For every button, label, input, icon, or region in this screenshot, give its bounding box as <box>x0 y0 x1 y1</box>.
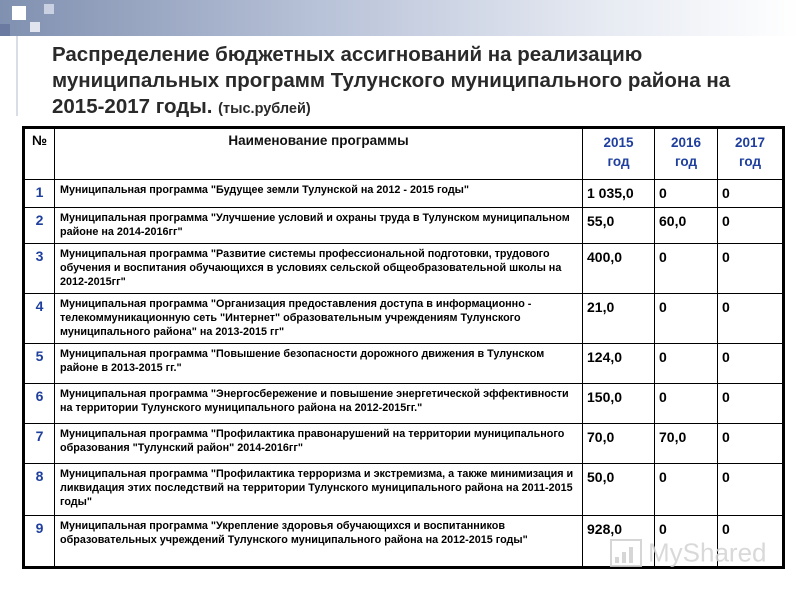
table-row <box>24 208 784 244</box>
row-number: 8 <box>24 464 55 516</box>
title-main: Распределение бюджетных ассигнований на реализацию муниципальных программ Тулунского муниципального района на 2015-2017 годы. <box>52 43 731 118</box>
row-program-name: Муниципальная программа "Развитие системы профессиональной подготовки, трудового обучения и воспитания обучающихся в условиях сельской общеобразовательной школы на 2012-2015гг" <box>55 244 583 294</box>
row-program-name: Муниципальная программа "Профилактика терроризма и экстремизма, а также минимизация и ликвидация этих последствий на территории Тулунского муниципального района на 2011-2015 годы" <box>55 464 583 516</box>
row-value-2017: 0 <box>718 344 784 384</box>
header-2017-year: 2017 <box>734 135 766 150</box>
row-value-2017: 0 <box>718 244 784 294</box>
row-program-name: Муниципальная программа "Улучшение условий и охраны труда в Тулунском муниципальном районе на 2014-2016гг" <box>55 208 583 244</box>
table-row <box>24 424 784 464</box>
row-value-2015: 928,0 <box>583 516 655 568</box>
row-value-2016: 0 <box>655 294 718 344</box>
row-number: 4 <box>24 294 55 344</box>
row-value-2017: 0 <box>718 180 784 208</box>
row-value-2015: 124,0 <box>583 344 655 384</box>
row-value-2016: 70,0 <box>655 424 718 464</box>
row-program-name: Муниципальная программа "Будущее земли Тулунской на 2012 - 2015 годы" <box>55 180 583 208</box>
budget-table <box>22 126 785 569</box>
title-unit: (тыс.рублей) <box>218 101 311 117</box>
header-2017-label: год <box>738 154 762 169</box>
decorative-header-bar <box>0 0 800 36</box>
watermark-text: MyShared <box>648 537 767 568</box>
row-value-2017: 0 <box>718 516 784 568</box>
row-value-2017: 0 <box>718 294 784 344</box>
row-program-name: Муниципальная программа "Укрепление здоровья обучающихся и воспитанников образовательных учреждений Тулунского муниципального района на 2012-2015 годы" <box>55 516 583 568</box>
header-2015 <box>583 128 655 180</box>
table-row <box>24 344 784 384</box>
row-number: 1 <box>24 180 55 208</box>
table-row <box>24 244 784 294</box>
row-value-2016: 0 <box>655 516 718 568</box>
row-value-2017: 0 <box>718 384 784 424</box>
row-program-name: Муниципальная программа "Организация предоставления доступа в информационно - телекоммуникационную сеть "Интернет" образовательным учреждениям Тулунского муниципального района" на 2013-2015 гг" <box>55 294 583 344</box>
row-value-2016: 0 <box>655 464 718 516</box>
decorative-square <box>0 24 10 36</box>
row-number: 6 <box>24 384 55 424</box>
table-row <box>24 294 784 344</box>
table-row <box>24 180 784 208</box>
row-value-2015: 50,0 <box>583 464 655 516</box>
watermark-chart-icon <box>610 539 642 567</box>
row-number: 5 <box>24 344 55 384</box>
decorative-square <box>44 4 54 14</box>
row-number: 3 <box>24 244 55 294</box>
header-2015-year: 2015 <box>603 135 634 150</box>
row-value-2017: 0 <box>718 424 784 464</box>
row-program-name: Муниципальная программа "Профилактика правонарушений на территории муниципального образования "Тулунский район" 2014-2016гг" <box>55 424 583 464</box>
table-header-row <box>24 128 784 180</box>
header-2016-label: год <box>674 154 698 169</box>
header-2016-year: 2016 <box>670 135 702 150</box>
row-value-2016: 0 <box>655 244 718 294</box>
row-value-2016: 0 <box>655 344 718 384</box>
row-value-2015: 55,0 <box>583 208 655 244</box>
decorative-square <box>30 22 40 32</box>
header-program-name: Наименование программы <box>55 128 583 180</box>
row-value-2015: 70,0 <box>583 424 655 464</box>
row-number: 2 <box>24 208 55 244</box>
table-row <box>24 384 784 424</box>
row-value-2016: 0 <box>655 384 718 424</box>
table-row <box>24 464 784 516</box>
row-value-2017: 0 <box>718 464 784 516</box>
row-value-2017: 0 <box>718 208 784 244</box>
watermark <box>610 536 780 576</box>
row-program-name: Муниципальная программа "Энергосбережение и повышение энергетической эффективности на территории Тулунского муниципального района на 2012-2015гг." <box>55 384 583 424</box>
header-2015-label: год <box>607 154 630 169</box>
row-value-2015: 150,0 <box>583 384 655 424</box>
row-program-name: Муниципальная программа "Повышение безопасности дорожного движения в Тулунском районе в 2013-2015 гг." <box>55 344 583 384</box>
row-value-2015: 400,0 <box>583 244 655 294</box>
row-value-2016: 0 <box>655 180 718 208</box>
header-2016 <box>655 128 718 180</box>
decorative-square <box>12 6 26 20</box>
slide-title <box>52 42 752 122</box>
row-value-2015: 1 035,0 <box>583 180 655 208</box>
header-2017 <box>718 128 784 180</box>
row-value-2015: 21,0 <box>583 294 655 344</box>
row-value-2016: 60,0 <box>655 208 718 244</box>
header-number: № <box>24 128 55 180</box>
row-number: 9 <box>24 516 55 568</box>
decorative-line <box>16 36 18 116</box>
row-number: 7 <box>24 424 55 464</box>
